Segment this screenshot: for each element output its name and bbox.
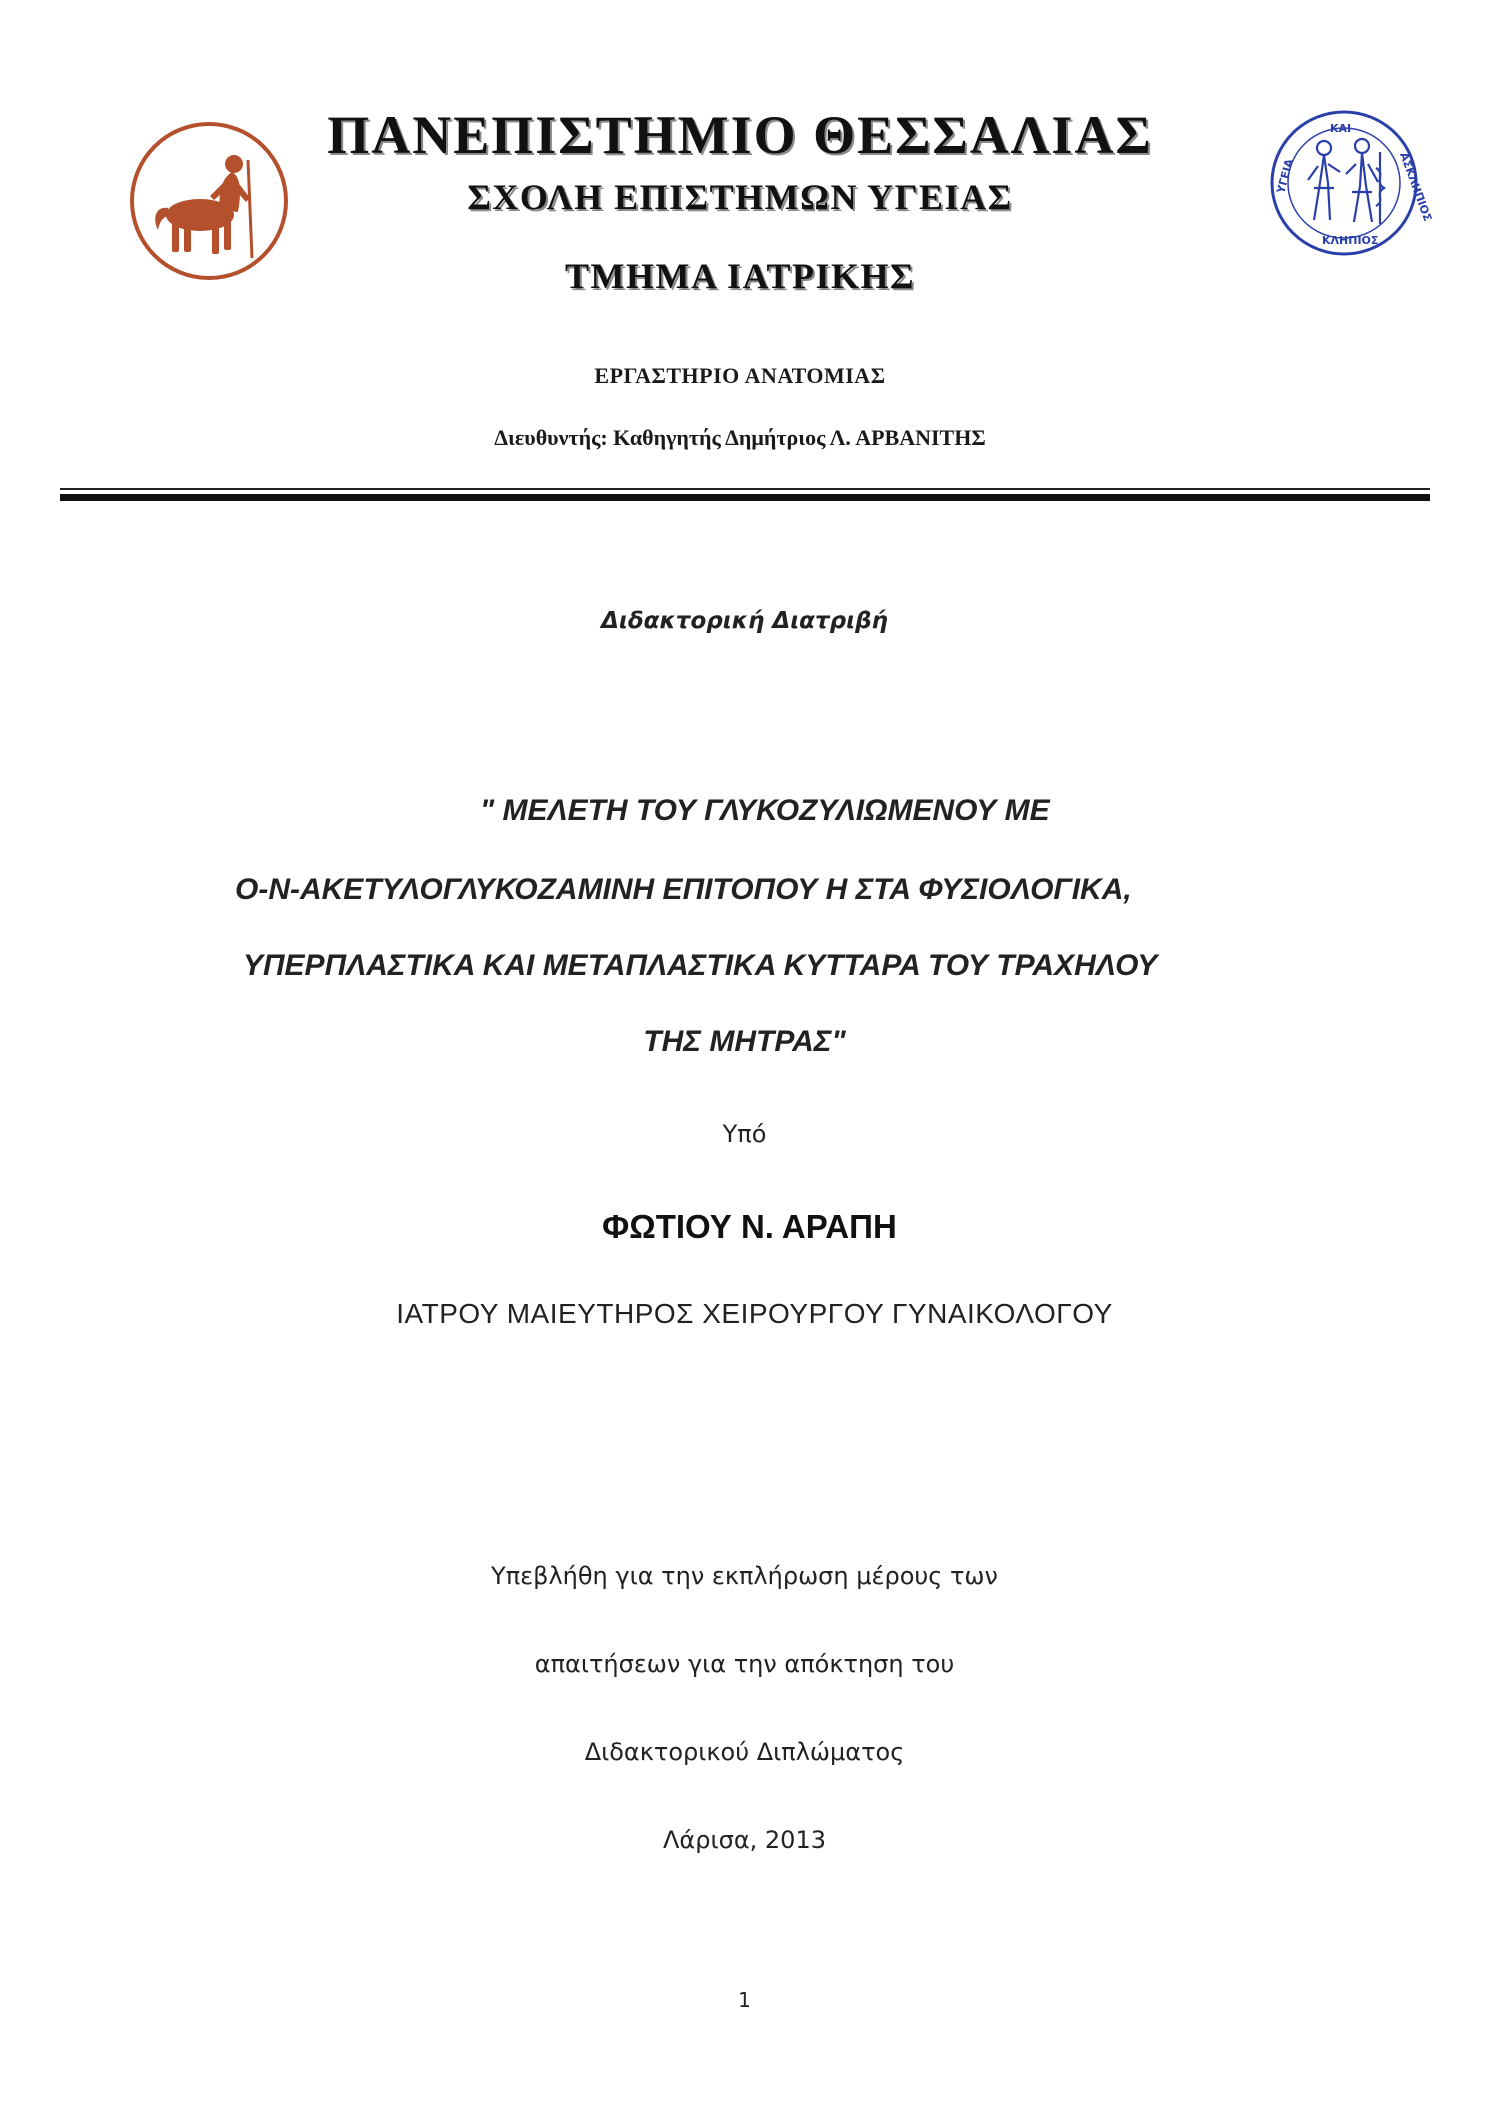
submission-line-3: Διδακτορικού Διπλώματος	[584, 1738, 905, 1766]
author-name: ΦΩΤΙΟΥ Ν. ΑΡΑΠΗ	[602, 1208, 897, 1245]
document-type: Διδακτορική Διατριβή	[601, 608, 888, 634]
svg-text:ΑΣΚΛΗΠΙΟΣ: ΑΣΚΛΗΠΙΟΣ	[1397, 150, 1435, 224]
by-label: Υπό	[722, 1120, 767, 1148]
university-logo	[128, 120, 290, 282]
header-divider-thin	[60, 488, 1430, 490]
centaur-seal-icon	[128, 120, 290, 282]
medical-school-logo	[1268, 108, 1435, 258]
thesis-title-line-1: " ΜΕΛΕΤΗ ΤΟΥ ΓΛΥΚΟΖΥΛΙΩΜΕΝΟΥ ΜΕ	[480, 794, 1050, 827]
submission-line-2: απαιτήσεων για την απόκτηση του	[534, 1650, 955, 1678]
department-name: ΤΜΗΜΑ ΙΑΤΡΙΚΗΣ	[564, 256, 916, 296]
place-and-year: Λάρισα, 2013	[663, 1826, 826, 1854]
svg-text:ΚΑΙ: ΚΑΙ	[1330, 122, 1352, 135]
author-profession: ΙΑΤΡΟΥ ΜΑΙΕΥΤΗΡΟΣ ΧΕΙΡΟΥΡΓΟΥ ΓΥΝΑΙΚΟΛΟΓΟΥ	[396, 1298, 1113, 1329]
director-line: Διευθυντής: Καθηγητής Δημήτριος Λ. ΑΡΒΑΝΙΤΗΣ	[494, 425, 986, 450]
page-number: 1	[738, 1988, 751, 2012]
svg-text:ΚΛΗΠΙΟΣ: ΚΛΗΠΙΟΣ	[1322, 234, 1379, 247]
university-name: ΠΑΝΕΠΙΣΤΗΜΙΟ ΘΕΣΣΑΛΙΑΣ	[327, 105, 1153, 165]
thesis-title-line-2: Ο-Ν-ΑΚΕΤΥΛΟΓΛΥΚΟΖΑΜΙΝΗ ΕΠΙΤΟΠΟΥ Η ΣΤΑ ΦΥΣΙΟΛΟΓΙΚΑ,	[235, 873, 1132, 906]
header-divider-thick	[60, 494, 1430, 501]
hygeia-asclepius-seal-icon	[1268, 108, 1435, 258]
thesis-title-line-3: ΥΠΕΡΠΛΑΣΤΙΚΑ ΚΑΙ ΜΕΤΑΠΛΑΣΤΙΚΑ ΚΥΤΤΑΡΑ ΤΟΥ ΤΡΑΧΗΛΟΥ	[243, 949, 1158, 982]
thesis-title-line-4: ΤΗΣ ΜΗΤΡΑΣ"	[643, 1025, 846, 1058]
laboratory-name: ΕΡΓΑΣΤΗΡΙΟ ΑΝΑΤΟΜΙΑΣ	[594, 363, 886, 388]
school-name: ΣΧΟΛΗ ΕΠΙΣΤΗΜΩΝ ΥΓΕΙΑΣ	[467, 177, 1013, 217]
svg-text:ΥΓΕΙΑ: ΥΓΕΙΑ	[1274, 157, 1296, 195]
submission-line-1: Υπεβλήθη για την εκπλήρωση μέρους των	[491, 1562, 998, 1590]
